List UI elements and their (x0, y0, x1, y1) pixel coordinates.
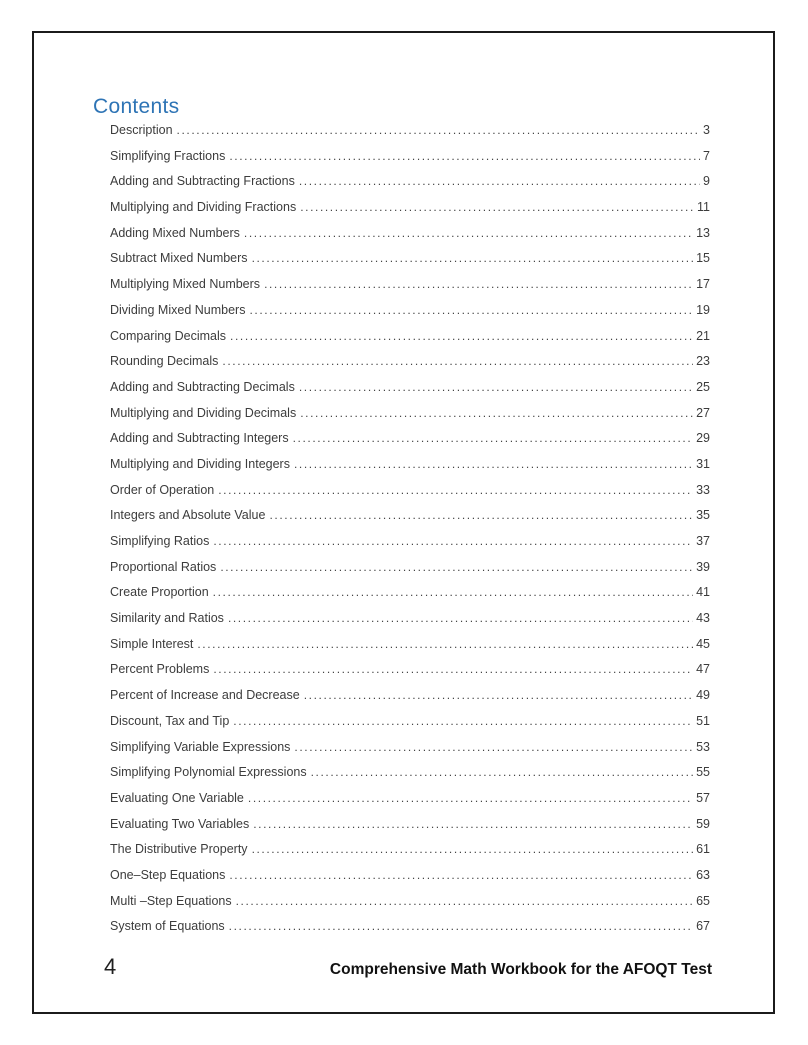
toc-entry-title: Adding and Subtracting Integers (110, 431, 289, 446)
toc-entry-row[interactable] (110, 251, 710, 277)
toc-leader-dots (233, 714, 693, 728)
toc-leader-dots (213, 662, 693, 676)
toc-entry-row[interactable] (110, 149, 710, 175)
toc-leader-dots (299, 174, 700, 188)
toc-entry-page: 25 (696, 379, 710, 394)
toc-entry-page: 47 (696, 662, 710, 677)
toc-leader-dots (213, 534, 693, 548)
toc-entry-title: Proportional Ratios (110, 559, 217, 574)
toc-entry-title: Simple Interest (110, 636, 194, 651)
toc-entry-row[interactable] (110, 303, 710, 329)
toc-entry-title: Description (110, 123, 173, 137)
toc-leader-dots (229, 868, 693, 882)
toc-entry-row[interactable] (110, 637, 710, 663)
toc-entry-page: 13 (696, 225, 710, 240)
toc-entry-row[interactable] (110, 714, 710, 740)
toc-entry-page: 63 (696, 867, 710, 882)
toc-entry-title: Multi –Step Equations (110, 893, 232, 908)
toc-entry-title: Multiplying and Dividing Integers (110, 456, 290, 471)
toc-leader-dots (300, 200, 694, 214)
toc-entry-row[interactable] (110, 662, 710, 688)
toc-entry-title: Comparing Decimals (110, 328, 227, 343)
toc-entry-page: 43 (696, 611, 710, 626)
toc-entry-page: 27 (696, 405, 710, 420)
toc-leader-dots (269, 508, 693, 522)
toc-entry-row[interactable] (110, 123, 710, 149)
toc-entry-row[interactable] (110, 329, 710, 355)
toc-leader-dots (252, 251, 694, 265)
toc-leader-dots (304, 688, 693, 702)
toc-list (110, 123, 710, 945)
toc-entry-row[interactable] (110, 200, 710, 226)
footer-page-number: 4 (104, 954, 117, 979)
page-footer (104, 954, 712, 980)
toc-entry-page: 49 (696, 688, 710, 703)
toc-entry-title: Create Proportion (110, 585, 209, 600)
toc-entry-page: 51 (696, 713, 710, 728)
toc-leader-dots (299, 380, 693, 394)
toc-entry-page: 15 (696, 251, 710, 266)
toc-entry-row[interactable] (110, 688, 710, 714)
toc-leader-dots (294, 740, 693, 754)
toc-entry-page: 61 (696, 842, 710, 857)
toc-entry-row[interactable] (110, 277, 710, 303)
toc-entry-page: 17 (696, 277, 710, 292)
toc-entry-row[interactable] (110, 380, 710, 406)
toc-leader-dots (213, 585, 693, 599)
toc-entry-page: 7 (703, 148, 710, 163)
toc-entry-row[interactable] (110, 919, 710, 945)
toc-leader-dots (249, 303, 693, 317)
toc-entry-row[interactable] (110, 457, 710, 483)
toc-leader-dots (264, 277, 693, 291)
toc-leader-dots (222, 354, 693, 368)
toc-leader-dots (248, 791, 693, 805)
toc-entry-row[interactable] (110, 174, 710, 200)
toc-entry-title: Percent Problems (110, 662, 210, 677)
toc-entry-row[interactable] (110, 611, 710, 637)
toc-entry-row[interactable] (110, 560, 710, 586)
toc-leader-dots (294, 457, 693, 471)
contents-heading: Contents (93, 95, 180, 118)
toc-leader-dots (293, 431, 693, 445)
toc-leader-dots (252, 842, 694, 856)
toc-entry-row[interactable] (110, 483, 710, 509)
toc-entry-title: Adding Mixed Numbers (110, 225, 240, 240)
toc-entry-page: 19 (696, 302, 710, 317)
toc-entry-page: 9 (703, 174, 710, 189)
toc-entry-page: 53 (696, 739, 710, 754)
toc-entry-page: 33 (696, 482, 710, 497)
toc-entry-page: 11 (697, 200, 710, 215)
toc-entry-page: 55 (696, 765, 710, 780)
toc-entry-page: 21 (696, 328, 710, 343)
toc-entry-page: 35 (696, 508, 710, 523)
toc-entry-page: 45 (696, 636, 710, 651)
toc-leader-dots (244, 226, 693, 240)
toc-entry-title: One–Step Equations (110, 867, 226, 882)
toc-entry-page: 31 (696, 456, 710, 471)
toc-entry-title: System of Equations (110, 919, 225, 934)
toc-entry-title: Evaluating Two Variables (110, 816, 250, 831)
toc-entry-title: Adding and Subtracting Decimals (110, 379, 295, 394)
toc-entry-page: 41 (696, 585, 710, 600)
footer-book-title: Comprehensive Math Workbook for the AFOQT Test (329, 961, 712, 978)
toc-entry-row[interactable] (110, 868, 710, 894)
toc-entry-row[interactable] (110, 354, 710, 380)
toc-entry-row[interactable] (110, 585, 710, 611)
toc-entry-title: Multiplying Mixed Numbers (110, 277, 261, 292)
toc-entry-page: 29 (696, 431, 710, 446)
toc-entry-row[interactable] (110, 534, 710, 560)
toc-entry-row[interactable] (110, 817, 710, 843)
toc-leader-dots (220, 560, 693, 574)
toc-entry-title: Simplifying Ratios (110, 534, 210, 548)
toc-entry-page: 37 (696, 534, 710, 548)
toc-leader-dots (218, 483, 693, 497)
toc-entry-title: Subtract Mixed Numbers (110, 251, 248, 266)
toc-entry-title: Rounding Decimals (110, 354, 219, 369)
toc-entry-row[interactable] (110, 226, 710, 252)
toc-entry-row[interactable] (110, 894, 710, 920)
toc-entry-row[interactable] (110, 431, 710, 457)
toc-entry-title: Dividing Mixed Numbers (110, 302, 246, 317)
toc-leader-dots (197, 637, 693, 651)
toc-entry-title: Percent of Increase and Decrease (110, 688, 300, 703)
toc-entry-page: 57 (696, 790, 710, 805)
page-frame (32, 31, 775, 1014)
toc-entry-title: Similarity and Ratios (110, 611, 224, 626)
toc-entry-title: Order of Operation (110, 482, 215, 497)
toc-entry-title: Multiplying and Dividing Decimals (110, 405, 297, 420)
toc-entry-title: Evaluating One Variable (110, 790, 244, 805)
toc-entry-row[interactable] (110, 791, 710, 817)
toc-leader-dots (311, 765, 693, 779)
toc-entry-page: 59 (696, 816, 710, 831)
toc-leader-dots (236, 894, 693, 908)
toc-entry-row[interactable] (110, 508, 710, 534)
toc-entry-title: Multiplying and Dividing Fractions (110, 200, 297, 215)
toc-entry-title: The Distributive Property (110, 842, 248, 857)
toc-entry-row[interactable] (110, 406, 710, 432)
toc-entry-page: 67 (696, 919, 710, 934)
toc-leader-dots (230, 329, 693, 343)
toc-leader-dots (300, 406, 693, 420)
toc-entry-title: Simplifying Polynomial Expressions (110, 765, 307, 780)
toc-entry-page: 3 (703, 123, 710, 137)
toc-leader-dots (229, 149, 700, 163)
toc-entry-title: Simplifying Variable Expressions (110, 739, 291, 754)
toc-entry-title: Simplifying Fractions (110, 148, 226, 163)
toc-entry-page: 65 (696, 893, 710, 908)
toc-entry-title: Integers and Absolute Value (110, 508, 266, 523)
toc-entry-row[interactable] (110, 765, 710, 791)
toc-leader-dots (229, 919, 693, 933)
toc-entry-title: Adding and Subtracting Fractions (110, 174, 295, 189)
toc-leader-dots (228, 611, 693, 625)
toc-leader-dots (253, 817, 693, 831)
toc-leader-dots (177, 123, 701, 137)
toc-entry-page: 23 (696, 354, 710, 369)
toc-entry-row[interactable] (110, 842, 710, 868)
toc-entry-row[interactable] (110, 740, 710, 766)
toc-entry-page: 39 (696, 559, 710, 574)
toc-entry-title: Discount, Tax and Tip (110, 713, 230, 728)
